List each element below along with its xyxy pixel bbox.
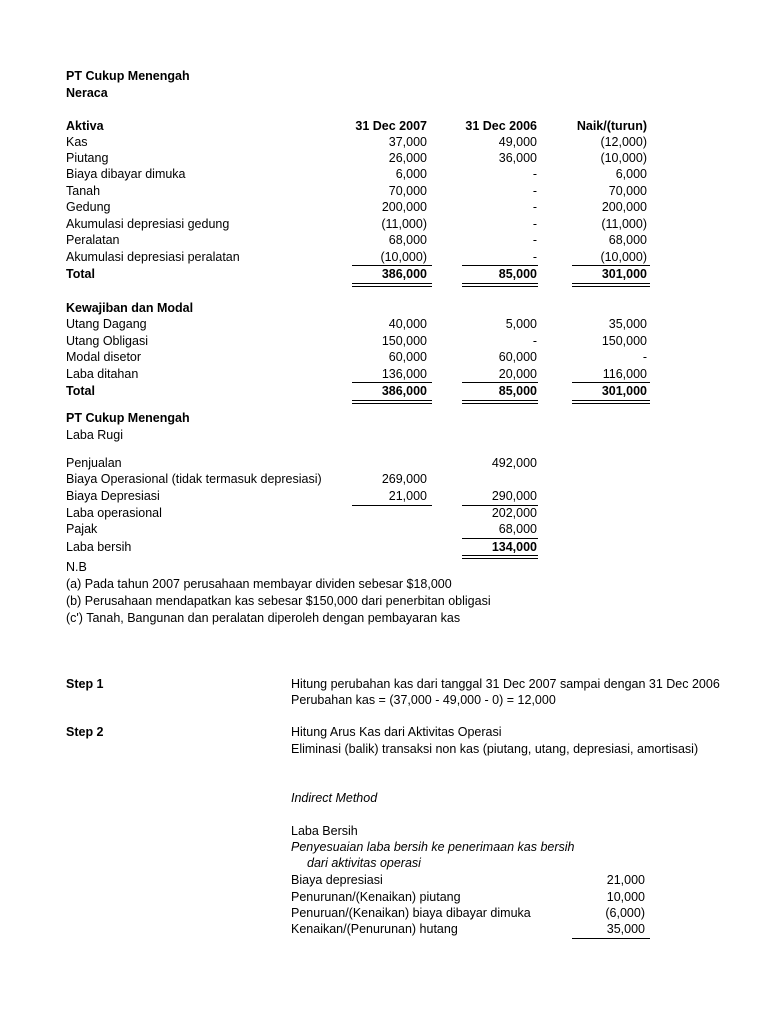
income-label: Pajak [66,522,98,536]
assets-header: Aktiva [66,119,104,133]
asset-value-change: 70,000 [608,184,647,198]
income-label: Laba bersih [66,540,132,554]
net-income-label: Laba Bersih [291,824,358,838]
adjustment-label: Penurunan/(Kenaikan) piutang [291,890,461,904]
total-double-line [352,283,432,287]
asset-label: Kas [66,135,88,149]
adjustment-label: Kenaikan/(Penurunan) hutang [291,922,458,936]
liability-label: Utang Obligasi [66,334,148,348]
step-1-text: Hitung perubahan kas dari tanggal 31 Dec 2007 sampai dengan 31 Dec 2006 [291,677,720,691]
income-value-2: 492,000 [491,456,537,470]
liability-value-2007: 136,000 [381,367,427,381]
asset-label: Piutang [66,151,109,165]
note-item: (a) Pada tahun 2007 perusahaan membayar dividen sebesar $18,000 [66,577,452,591]
col-header-change: Naik/(turun) [576,119,647,133]
total-double-line [462,283,538,287]
assets-total-2006: 85,000 [498,267,537,281]
note-item: (b) Perusahaan mendapatkan kas sebesar $150,000 dari penerbitan obligasi [66,594,491,608]
liability-value-2006: 5,000 [505,317,537,331]
liability-value-change: 116,000 [602,367,647,381]
step-2-text: Hitung Arus Kas dari Aktivitas Operasi [291,725,502,739]
liabilities-total-2006: 85,000 [498,384,537,398]
asset-value-change: (12,000) [600,135,647,149]
income-label: Penjualan [66,456,122,470]
asset-value-change: 200,000 [601,200,647,214]
asset-value-change: 68,000 [608,233,647,247]
liability-value-2007: 60,000 [388,350,427,364]
asset-value-2007: 68,000 [388,233,427,247]
asset-label: Gedung [66,200,111,214]
liability-label: Utang Dagang [66,317,147,331]
col-header-2006: 31 Dec 2006 [465,119,537,133]
asset-value-2007: 200,000 [381,200,427,214]
liability-value-2006: 60,000 [498,350,537,364]
notes-title: N.B [66,560,87,574]
liability-value-2007: 40,000 [388,317,427,331]
asset-value-2006: - [532,184,537,198]
income-value-1: 21,000 [388,489,427,503]
liability-label: Modal disetor [66,350,142,364]
adjustment-value: 21,000 [606,873,645,887]
step-2-text: Eliminasi (balik) transaksi non kas (piutang, utang, depresiasi, amortisasi) [291,742,699,756]
company-name-2: PT Cukup Menengah [66,411,190,425]
total-double-line [462,555,538,559]
liabilities-total-label: Total [66,384,95,398]
company-name: PT Cukup Menengah [66,69,190,83]
total-double-line [352,400,432,404]
asset-value-2006: 49,000 [498,135,537,149]
income-value-2: 68,000 [498,522,537,536]
adjustment-label: Penuruan/(Kenaikan) biaya dibayar dimuka [291,906,531,920]
adjustment-value: 35,000 [606,922,645,936]
asset-value-change: 6,000 [615,167,647,181]
step-1-label: Step 1 [66,677,104,691]
asset-value-2006: - [532,233,537,247]
asset-value-2007: 6,000 [395,167,427,181]
asset-value-2006: - [532,250,537,264]
adjustment-heading: Penyesuaian laba bersih ke penerimaan kas bersih [291,840,575,854]
asset-value-2006: - [532,217,537,231]
adjustment-heading: dari aktivitas operasi [307,856,421,870]
total-double-line [572,283,650,287]
liabilities-total-change: 301,000 [601,384,647,398]
liability-value-change: - [642,350,647,364]
liability-value-2006: 20,000 [498,367,537,381]
adjustment-label: Biaya depresiasi [291,873,383,887]
liabilities-total-2007: 386,000 [381,384,427,398]
subtotal-line [572,938,650,939]
liabilities-header: Kewajiban dan Modal [66,301,194,315]
asset-value-2006: - [532,200,537,214]
total-double-line [462,400,538,404]
balance-sheet-title: Neraca [66,86,108,100]
liability-value-2006: - [532,334,537,348]
asset-value-2006: - [532,167,537,181]
asset-label: Tanah [66,184,101,198]
asset-value-change: (11,000) [601,217,647,231]
assets-total-2007: 386,000 [381,267,427,281]
assets-total-label: Total [66,267,95,281]
col-header-2007: 31 Dec 2007 [355,119,427,133]
asset-value-2007: 70,000 [388,184,427,198]
liability-value-change: 35,000 [608,317,647,331]
asset-label: Akumulasi depresiasi peralatan [66,250,240,264]
income-value-1: 269,000 [381,472,427,486]
income-label: Biaya Depresiasi [66,489,160,503]
asset-label: Biaya dibayar dimuka [66,167,186,181]
asset-value-2007: 37,000 [388,135,427,149]
liability-value-2007: 150,000 [381,334,427,348]
liability-label: Laba ditahan [66,367,139,381]
asset-value-2007: (10,000) [380,250,427,264]
income-value-2: 290,000 [491,489,537,503]
assets-total-change: 301,000 [601,267,647,281]
net-income-value: 134,000 [491,540,537,554]
step-2-label: Step 2 [66,725,104,739]
asset-value-change: (10,000) [600,151,647,165]
subtotal-line [352,505,432,506]
asset-value-2007: (11,000) [381,217,427,231]
income-label: Biaya Operasional (tidak termasuk depresiasi) [66,472,322,486]
indirect-method-title: Indirect Method [291,791,378,805]
adjustment-value: 10,000 [606,890,645,904]
total-double-line [572,400,650,404]
income-label: Laba operasional [66,506,162,520]
asset-value-change: (10,000) [600,250,647,264]
liability-value-change: 150,000 [601,334,647,348]
note-item: (c') Tanah, Bangunan dan peralatan diperoleh dengan pembayaran kas [66,611,461,625]
asset-label: Peralatan [66,233,120,247]
adjustment-value: (6,000) [605,906,645,920]
asset-label: Akumulasi depresiasi gedung [66,217,230,231]
asset-value-2006: 36,000 [498,151,537,165]
asset-value-2007: 26,000 [388,151,427,165]
step-1-text: Perubahan kas = (37,000 - 49,000 - 0) = 12,000 [291,693,556,707]
income-value-2: 202,000 [491,506,537,520]
income-statement-title: Laba Rugi [66,428,123,442]
